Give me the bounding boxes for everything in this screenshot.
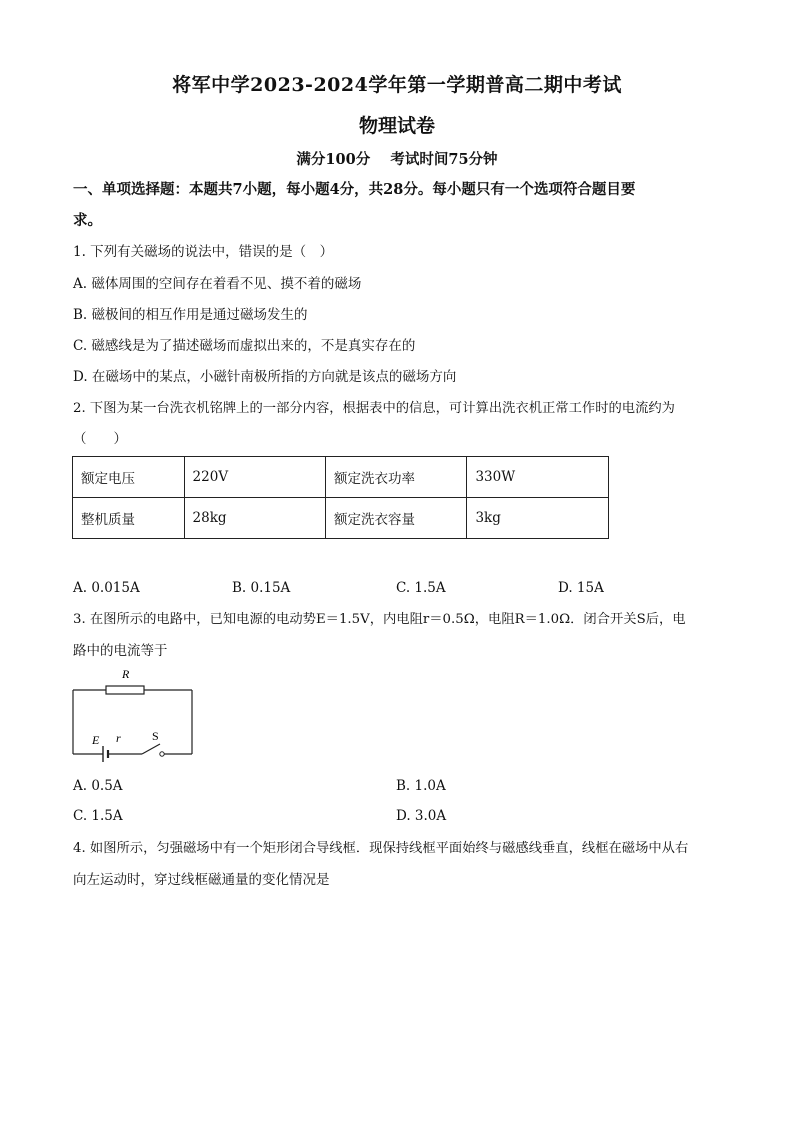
- circuit-wires: [73, 690, 192, 754]
- q2-stem-line1: 2. 下图为某一台洗衣机铭牌上的一部分内容，根据表中的信息，可计算出洗衣机正常工作时的电流约为: [73, 401, 675, 416]
- table-cell: 额定电压: [73, 457, 185, 498]
- exam-title: 将军中学2023-2024学年第一学期普高二期中考试: [172, 74, 622, 96]
- q1-stem: 1. 下列有关磁场的说法中，错误的是（ ）: [73, 244, 334, 260]
- table-row: [73, 498, 609, 539]
- q3-option-d: D. 3.0A: [396, 808, 447, 824]
- q1-option-d: D. 在磁场中的某点，小磁针南极所指的方向就是该点的磁场方向: [73, 369, 457, 385]
- exam-subtitle: 物理试卷: [358, 115, 435, 137]
- section-heading-line1: 一、单项选择题：本题共7小题，每小题4分，共28分。每小题只有一个选项符合题目要: [73, 181, 636, 198]
- q3-stem-line1: 3. 在图所示的电路中，已知电源的电动势E＝1.5V，内电阻r＝0.5Ω，电阻R＝1.0Ω．闭合开关S后，电: [73, 612, 686, 627]
- exam-info: 满分100分 考试时间75分钟: [296, 151, 498, 168]
- q4-stem-line2: 向左运动时，穿过线框磁通量的变化情况是: [73, 872, 330, 888]
- label-E: E: [92, 733, 100, 747]
- label-R: R: [122, 667, 130, 681]
- table-cell: 额定洗衣功率: [326, 457, 467, 498]
- q3-option-a: A. 0.5A: [73, 778, 123, 794]
- q2-option-b: B. 0.15A: [232, 580, 291, 596]
- q1-option-b: B. 磁极间的相互作用是通过磁场发生的: [73, 307, 308, 323]
- q1-option-c: C. 磁感线是为了描述磁场而虚拟出来的，不是真实存在的: [73, 338, 416, 354]
- q2-option-a: A. 0.015A: [73, 580, 140, 596]
- resistor-symbol: [106, 686, 144, 694]
- table-cell: 额定洗衣容量: [326, 498, 467, 539]
- label-r: r: [116, 731, 121, 745]
- table-row: [73, 457, 609, 498]
- switch-contact: [160, 752, 164, 756]
- q1-option-a: A. 磁体周围的空间存在着看不见、摸不着的磁场: [73, 276, 362, 292]
- q3-option-c: C. 1.5A: [73, 808, 123, 824]
- table-cell: 220V: [184, 457, 326, 498]
- table-cell: 整机质量: [73, 498, 185, 539]
- spec-table: [72, 456, 609, 539]
- table-cell: 3kg: [467, 498, 609, 539]
- label-S: S: [152, 729, 159, 743]
- circuit-diagram: [68, 664, 198, 764]
- q4-stem-line1: 4. 如图所示，匀强磁场中有一个矩形闭合导线框．现保持线框平面始终与磁感线垂直，线框在磁场中从右: [73, 841, 689, 856]
- section-heading-line2: 求。: [73, 212, 102, 229]
- q2-stem-line2: （ ）: [73, 431, 127, 447]
- switch-blade: [142, 744, 160, 754]
- q2-option-c: C. 1.5A: [396, 580, 446, 596]
- q2-option-d: D. 15A: [558, 580, 604, 596]
- q3-option-b: B. 1.0A: [396, 778, 446, 794]
- table-cell: 330W: [467, 457, 609, 498]
- q3-stem-line2: 路中的电流等于: [73, 643, 168, 659]
- table-cell: 28kg: [184, 498, 326, 539]
